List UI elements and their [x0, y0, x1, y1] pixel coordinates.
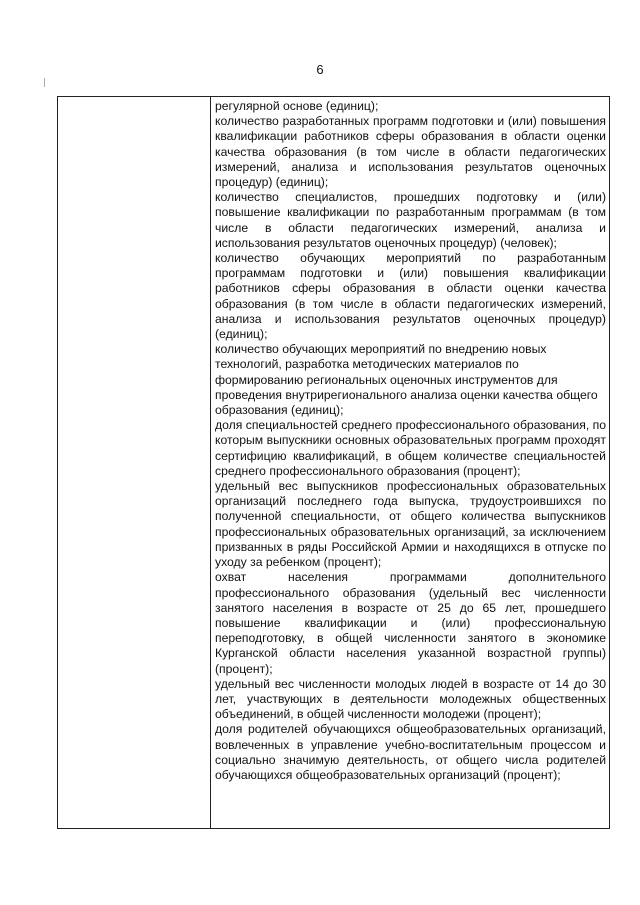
table-left-column — [58, 97, 211, 828]
indicator-paragraph: охват населения программами дополнительного профессионального образования (удельный вес численности занятого населения в возрасте от 25 до 65 лет, прошедшего повышение квалификации и (или) профессиональную переподготовку, в общей численности занятого в экономике Курганской области населения указанной возрастной группы) (процент); — [215, 570, 606, 676]
indicator-paragraph: доля специальностей среднего профессионального образования, по которым выпускники основных образовательных программ проходят сертифицию квалификаций, в общем количестве специальностей среднего профессионального образования (процент); — [215, 418, 606, 478]
indicator-paragraph: удельный вес численности молодых людей в возрасте от 14 до 30 лет, участвующих в деятельности молодежных общественных объединений, в общей численности молодежи (процент); — [215, 676, 606, 722]
indicators-table — [57, 96, 610, 829]
margin-mark — [44, 78, 45, 87]
indicator-paragraph: количество разработанных программ подготовки и (или) повышения квалификации работников сферы образования в области оценки качества образования (в том числе в области педагогических измерений, анализа и использования результатов оценочных процедур) (единиц); — [215, 114, 606, 190]
indicator-paragraph: количество специалистов, прошедших подготовку и (или) повышение квалификации по разработанным программам (в том числе в области педагогических измерений, анализа и использования результатов оценочных процедур) (человек); — [215, 190, 606, 250]
table-right-column — [211, 97, 609, 828]
indicator-paragraph: количество обучающих мероприятий по внедрению новых технологий, разработка методических материалов по формированию региональных оценочных инструментов для проведения внутрирегионального анализа оценки качества общего образования (единиц); — [215, 342, 598, 418]
indicator-paragraph: количество обучающих мероприятий по разработанным программам подготовки и (или) повышения квалификации работников сферы образования в области оценки качества образования (в том числе в области педагогических измерений, анализа и использования результатов оценочных процедур) (единиц); — [215, 251, 606, 342]
indicator-paragraph: регулярной основе (единиц); — [215, 99, 379, 113]
indicator-paragraph: удельный вес выпускников профессиональных образовательных организаций последнего года выпуска, трудоустроившихся по полученной специальности, от общего количества выпускников профессиональных образовательных организаций, за исключением призванных в ряды Российской Армии и находящихся в отпуске по уходу за ребенком (процент); — [215, 479, 606, 570]
page-number: 6 — [316, 62, 324, 77]
indicator-paragraph: доля родителей обучающихся общеобразовательных организаций, вовлеченных в управление учебно-воспитательным процессом и социально значимую деятельность, от общего числа родителей обучающихся общеобразовательных организаций (процент); — [215, 722, 606, 782]
